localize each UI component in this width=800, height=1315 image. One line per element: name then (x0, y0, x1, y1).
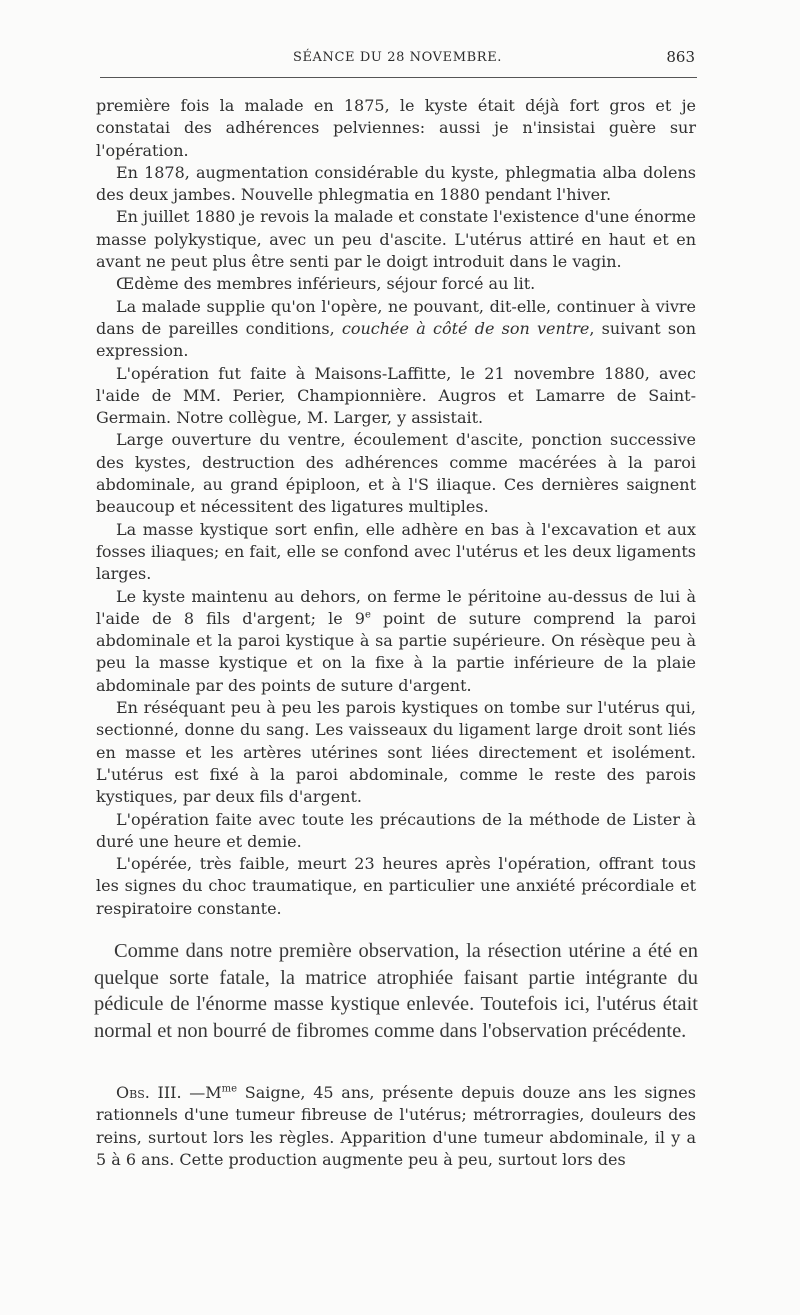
commentary-paragraph: Comme dans notre première observation, la résection utérine a été en quelque sorte fatale, la matrice atrophiée faisant partie intégrante du pédicule de l'énorme masse kystique enlevée. Toutefois ici, l'utérus était normal et non bourré de fibromes comme dans l'observation précédente. (94, 940, 698, 1042)
paragraph: L'opérée, très faible, meurt 23 heures après l'opération, offrant tous les signes du choc traumatique, en particulier une anxiété précordiale et respiratoire constante. (96, 854, 696, 918)
paragraph: première fois la malade en 1875, le kyste était déjà fort gros et je constatai des adhérences pelviennes: aussi je n'insistai guère sur l'opération. (96, 96, 696, 160)
paragraph: La masse kystique sort enfin, elle adhère en bas à l'excavation et aux fosses iliaques; en fait, elle se confond avec l'utérus et les deux ligaments larges. (96, 519, 696, 584)
paragraph-text: Saigne, 45 ans, présente depuis douze ans les signes rationnels d'une tumeur fibreuse de l'utérus; métrorragies, douleurs des reins, surtout lors les règles. Apparition d'une tumeur abdominale, il y a 5 à 6 ans. Cette production augmente peu à peu, surtout lors des (96, 1083, 696, 1169)
observation-3 (96, 1082, 696, 1171)
paragraph-text: Le kyste maintenu au dehors, on ferme le péritoine au-dessus de lui à l'aide de 8 fils d'argent; le 9 (96, 586, 696, 628)
page-header (100, 50, 695, 70)
commentary-text (94, 938, 698, 1044)
paragraph: Œdème des membres inférieurs, séjour forcé au lit. (116, 274, 536, 294)
paragraph-text: La malade supplie qu'on l'opère, ne pouvant, dit-elle, continuer à vivre dans de pareilles conditions, (96, 296, 696, 338)
superscript: e (364, 609, 371, 621)
paragraph: En réséquant peu à peu les parois kystiques on tombe sur l'utérus qui, sectionné, donne du sang. Les vaisseaux du ligament large droit sont liés en masse et les artères utérines sont liées directement et isolément. L'utérus est fixé à la paroi abdominale, comme le reste des parois kystiques, par deux fils d'argent. (96, 698, 696, 807)
header-rule (100, 77, 697, 78)
observation-paragraph (96, 1082, 696, 1171)
running-title: SÉANCE DU 28 NOVEMBRE. (292, 50, 503, 65)
paragraph: L'opération faite avec toute les précautions de la méthode de Lister à duré une heure et demie. (96, 809, 696, 851)
paragraph: Large ouverture du ventre, écoulement d'ascite, ponction successive des kystes, destruction des adhérences comme macérées à la paroi abdominale, au grand épiploon, et à l'S iliaque. Ces dernières saignent beaucoup et nécessitent des ligatures multiples. (96, 430, 696, 517)
case-report-text (96, 95, 696, 920)
paragraph (96, 586, 696, 697)
paragraph: En juillet 1880 je revois la malade et constate l'existence d'une énorme masse polykystique, avec un peu d'ascite. L'utérus attiré en haut et en avant ne peut plus être senti par le doigt introduit dans le vagin. (96, 207, 696, 272)
dash-text: —M (181, 1083, 222, 1102)
paragraph: L'opération fut faite à Maisons-Laffitte, le 21 novembre 1880, avec l'aide de MM. Perier, Championnière. Augros et Lamarre de Saint-Germain. Notre collègue, M. Larger, y assistait. (96, 363, 696, 428)
italic-quote: couchée à côté de son ventre (341, 318, 590, 338)
paragraph (96, 296, 696, 363)
paragraph-text: , suivant son expression. (96, 318, 697, 361)
paragraph-text: point de suture comprend la paroi abdominale et la paroi kystique à sa partie supérieure. On résèque peu à peu la masse kystique et on la fixe à la partie inférieure de la plaie abdominale par des points de suture d'argent. (96, 608, 697, 695)
paragraph: En 1878, augmentation considérable du kyste, phlegmatia alba dolens des deux jambes. Nouvelle phlegmatia en 1880 pendant l'hiver. (96, 162, 696, 205)
superscript: me (221, 1083, 238, 1095)
observation-label: Obs. III. (116, 1083, 182, 1102)
page-number: 863 (666, 48, 695, 66)
